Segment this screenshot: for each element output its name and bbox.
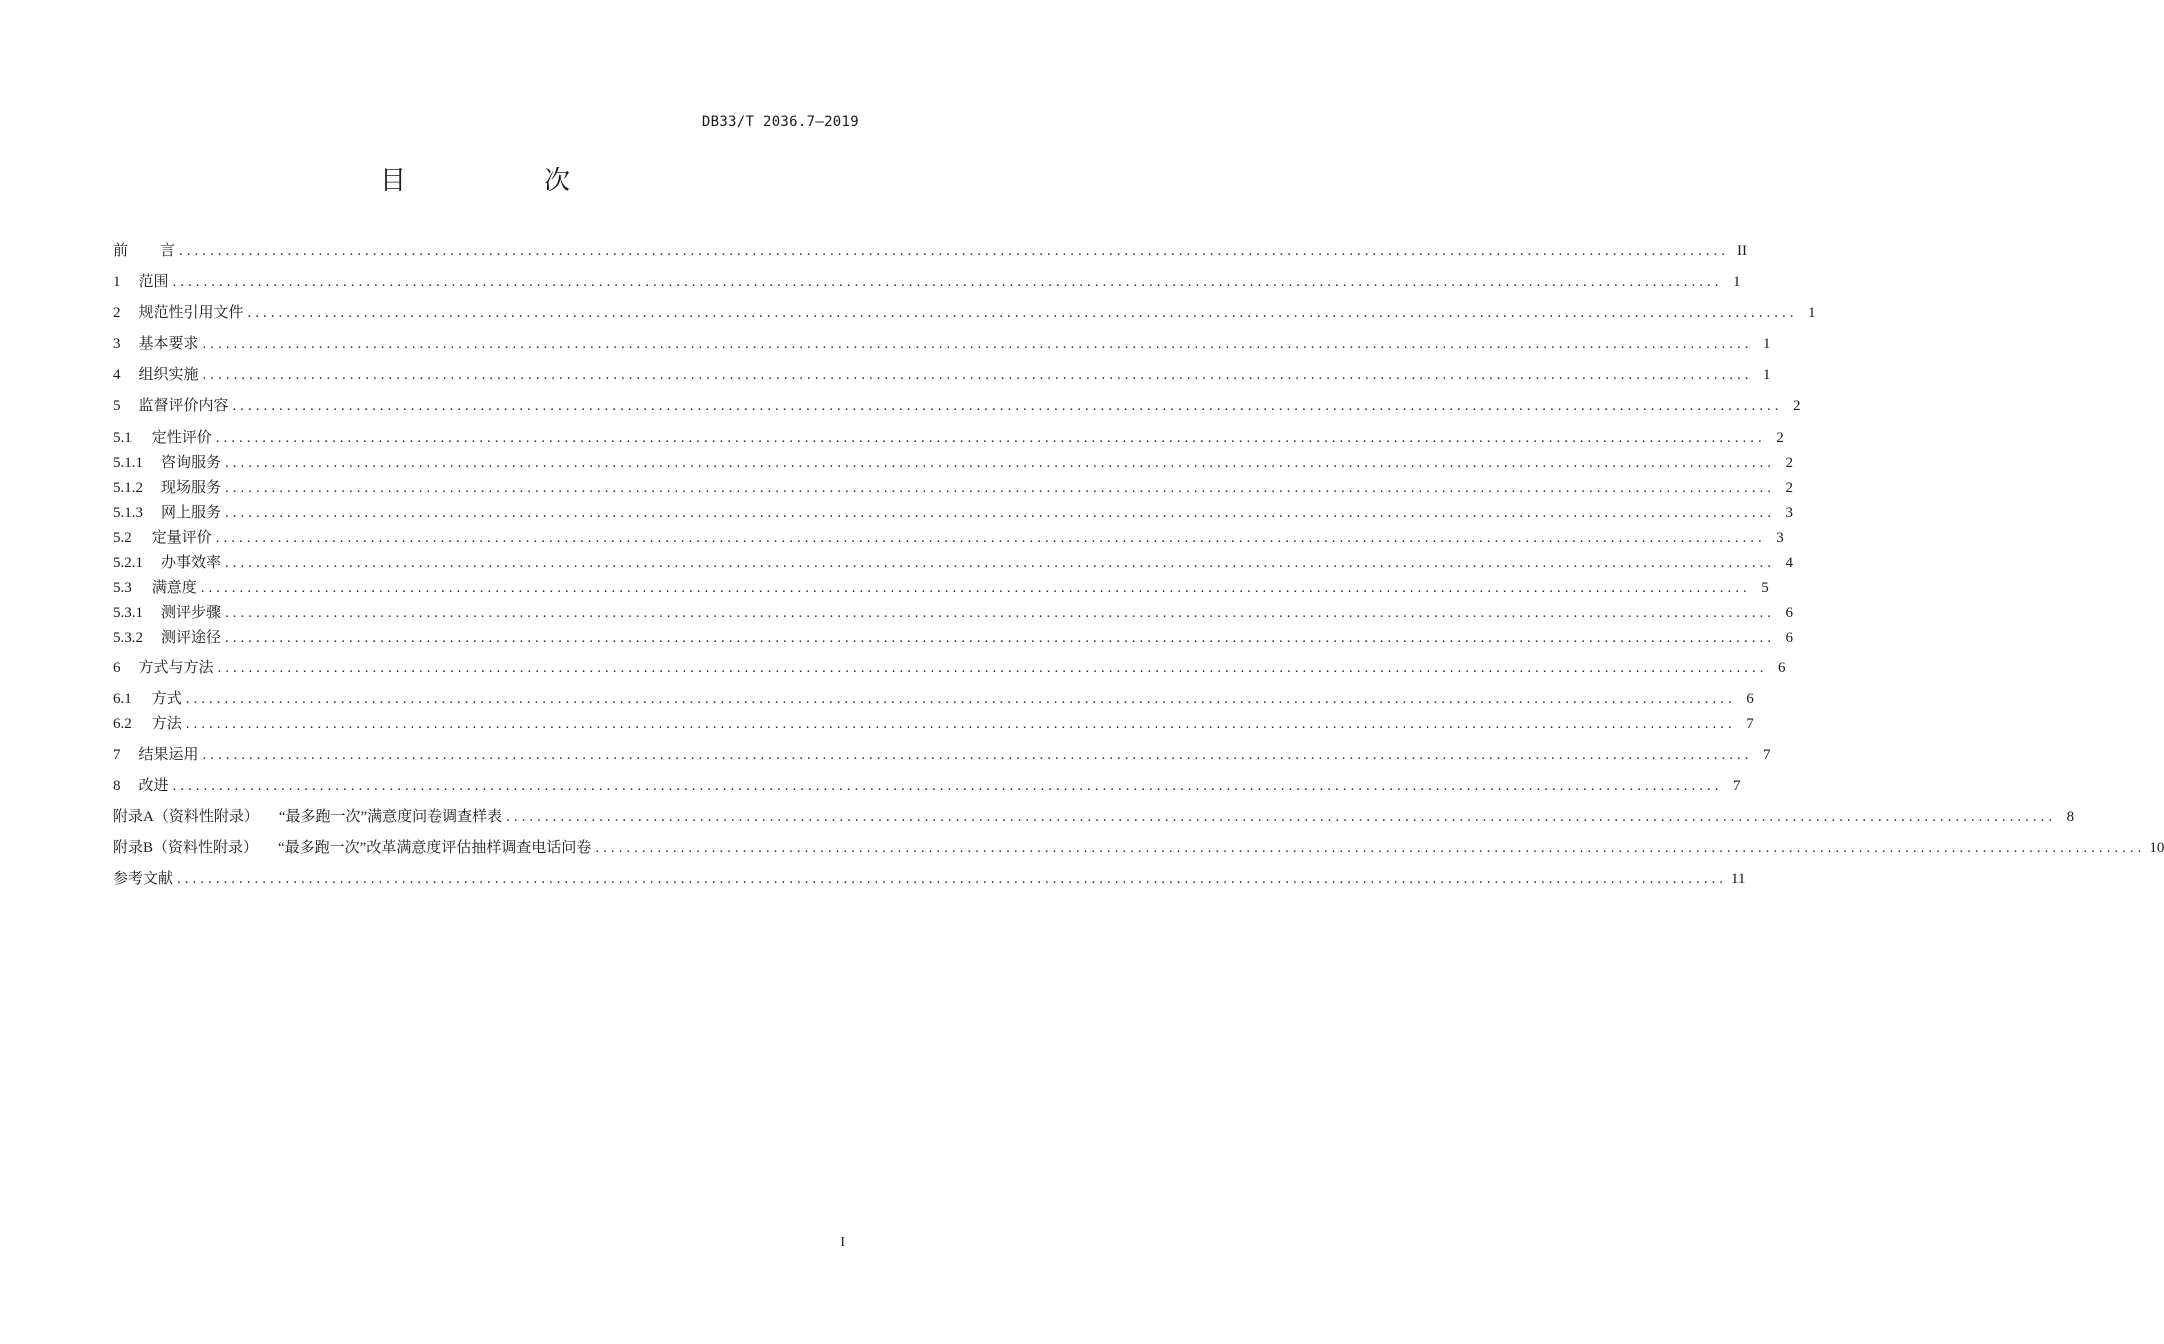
toc-entry[interactable] — [113, 552, 1794, 574]
toc-entry-number: 6.1 — [113, 691, 132, 707]
toc-entry-page: 6 — [1778, 660, 1786, 676]
toc-entry-page: 8 — [2066, 809, 2075, 825]
toc-entry[interactable] — [113, 527, 1784, 549]
toc-entry-page: 6 — [1746, 691, 1754, 707]
toc-entry-page: 3 — [1776, 530, 1784, 546]
toc-entry[interactable] — [113, 271, 1741, 293]
toc-dot-leader: ........................................................................................................................................................................................................ — [217, 660, 1768, 676]
toc-entry-page: 2 — [1776, 430, 1784, 446]
toc-entry-number: 3 — [113, 336, 121, 352]
toc-entry-label: “最多跑一次”满意度问卷调查样表 — [278, 809, 503, 825]
toc-entry-label: 网上服务 — [161, 505, 222, 521]
toc-dot-leader: ........................................................................................................................................................................................................ — [225, 555, 1776, 571]
toc-entry-number: 5.1.3 — [113, 505, 143, 521]
toc-dot-leader: ........................................................................................................................................................................................................ — [202, 747, 1753, 763]
toc-entry[interactable] — [113, 502, 1794, 524]
toc-dot-leader: ........................................................................................................................................................................................................ — [506, 809, 2057, 825]
toc-entry-number: 6.2 — [113, 716, 132, 732]
toc-entry[interactable] — [113, 602, 1794, 624]
toc-entry-label: 方法 — [151, 716, 182, 732]
toc-entry-page: 5 — [1761, 580, 1769, 596]
toc-entry[interactable] — [113, 806, 2075, 828]
toc-entry-label: 办事效率 — [161, 555, 222, 571]
toc-entry-label: 言 — [160, 243, 176, 259]
toc-entry-number: 5 — [113, 398, 121, 414]
toc-entry-number: 附录A（资料性附录） — [113, 809, 259, 825]
toc-entry-number: 5.3.2 — [113, 630, 143, 646]
toc-entry[interactable] — [113, 302, 1816, 324]
toc-entry[interactable] — [113, 427, 1784, 449]
toc-entry-label: 满意度 — [151, 580, 197, 596]
toc-entry[interactable] — [113, 744, 1771, 766]
toc-entry-number: 附录B（资料性附录） — [113, 840, 259, 856]
toc-entry-number: 4 — [113, 367, 121, 383]
toc-entry[interactable] — [113, 452, 1794, 474]
toc-entry-page: 1 — [1763, 336, 1771, 352]
toc-entry-label: 范围 — [138, 274, 169, 290]
toc-entry-label: 现场服务 — [161, 480, 222, 496]
toc-entry-label: 咨询服务 — [161, 455, 222, 471]
toc-entry-label: 规范性引用文件 — [138, 305, 244, 321]
toc-entry[interactable] — [113, 837, 2164, 859]
toc-entry-label: 测评步骤 — [161, 605, 222, 621]
toc-entry-page: 11 — [1731, 871, 1746, 887]
toc-dot-leader: ........................................................................................................................................................................................................ — [215, 430, 1766, 446]
toc-dot-leader: ........................................................................................................................................................................................................ — [185, 716, 1736, 732]
toc-entry-number: 前 — [113, 243, 129, 259]
toc-entry-page: 2 — [1793, 398, 1801, 414]
toc-entry[interactable] — [113, 364, 1771, 386]
toc-entry-number: 参考文献 — [113, 871, 174, 887]
toc-entry[interactable] — [113, 333, 1771, 355]
toc-entry-page: 4 — [1785, 555, 1794, 571]
toc-dot-leader: ........................................................................................................................................................................................................ — [225, 480, 1776, 496]
toc-entry[interactable] — [113, 713, 1754, 735]
toc-dot-leader: ........................................................................................................................................................................................................ — [185, 691, 1736, 707]
toc-dot-leader: ........................................................................................................................................................................................................ — [179, 243, 1730, 259]
toc-entry-number: 6 — [113, 660, 121, 676]
toc-entry-label: 组织实施 — [138, 367, 199, 383]
toc-entry-page: 10 — [2149, 840, 2164, 856]
toc-entry[interactable] — [113, 477, 1794, 499]
toc-entry-number: 5.2 — [113, 530, 132, 546]
toc-entry-page: 3 — [1785, 505, 1794, 521]
toc-entry-label: 改进 — [138, 778, 169, 794]
toc-entry-number: 7 — [113, 747, 121, 763]
toc-entry-number: 2 — [113, 305, 121, 321]
toc-dot-leader: ........................................................................................................................................................................................................ — [202, 367, 1753, 383]
toc-entry-page: 2 — [1785, 480, 1794, 496]
toc-entry-number: 5.1.2 — [113, 480, 143, 496]
toc-dot-leader: ........................................................................................................................................................................................................ — [202, 336, 1753, 352]
toc-title: 目 次 — [379, 166, 626, 196]
toc-entry-page: 7 — [1733, 778, 1741, 794]
toc-entry-number: 5.3 — [113, 580, 132, 596]
toc-entry-label: 基本要求 — [138, 336, 199, 352]
toc-entry-label: 结果运用 — [138, 747, 199, 763]
toc-entry-page: 6 — [1785, 605, 1794, 621]
toc-entry-page: II — [1737, 243, 1748, 259]
toc-entry-number: 8 — [113, 778, 121, 794]
page-number: I — [840, 1235, 845, 1250]
toc-entry-page: 1 — [1808, 305, 1816, 321]
toc-entry-label: 定量评价 — [151, 530, 212, 546]
toc-entry-number: 5.1.1 — [113, 455, 143, 471]
toc-entry[interactable] — [113, 688, 1754, 710]
toc-dot-leader: ........................................................................................................................................................................................................ — [247, 305, 1798, 321]
toc-dot-leader: ........................................................................................................................................................................................................ — [232, 398, 1783, 414]
toc-dot-leader: ........................................................................................................................................................................................................ — [595, 840, 2146, 856]
toc-dot-leader: ........................................................................................................................................................................................................ — [172, 274, 1723, 290]
toc-entry-page: 7 — [1763, 747, 1771, 763]
toc-entry-number: 5.2.1 — [113, 555, 143, 571]
toc-dot-leader: ........................................................................................................................................................................................................ — [225, 630, 1776, 646]
toc-dot-leader: ........................................................................................................................................................................................................ — [225, 605, 1776, 621]
toc-dot-leader: ........................................................................................................................................................................................................ — [177, 871, 1728, 887]
toc-entry-label: 测评途径 — [161, 630, 222, 646]
toc-entry-number: 5.1 — [113, 430, 132, 446]
toc-entry-label: 方式与方法 — [138, 660, 214, 676]
toc-entry-page: 2 — [1785, 455, 1794, 471]
toc-entry[interactable] — [113, 775, 1741, 797]
toc-entry-label: “最多跑一次”改革满意度评估抽样调查电话问卷 — [278, 840, 592, 856]
toc-entry-page: 7 — [1746, 716, 1754, 732]
toc-entry[interactable] — [113, 657, 1786, 679]
toc-dot-leader: ........................................................................................................................................................................................................ — [225, 455, 1776, 471]
toc-entry-page: 1 — [1763, 367, 1771, 383]
toc-entry-number: 1 — [113, 274, 121, 290]
toc-dot-leader: ........................................................................................................................................................................................................ — [172, 778, 1723, 794]
toc-dot-leader: ........................................................................................................................................................................................................ — [225, 505, 1776, 521]
toc-entry[interactable] — [113, 577, 1769, 599]
toc-entry-page: 1 — [1733, 274, 1741, 290]
standard-code: DB33/T 2036.7—2019 — [701, 114, 859, 130]
toc-entry-label: 定性评价 — [151, 430, 212, 446]
toc-entry[interactable] — [113, 868, 1746, 890]
toc-entry[interactable] — [113, 627, 1794, 649]
toc-entry-label: 方式 — [151, 691, 182, 707]
toc-entry[interactable] — [113, 240, 1748, 262]
toc-entry-label: 监督评价内容 — [138, 398, 229, 414]
toc-entry[interactable] — [113, 395, 1801, 417]
toc-dot-leader: ........................................................................................................................................................................................................ — [215, 530, 1766, 546]
toc-entry-number: 5.3.1 — [113, 605, 143, 621]
toc-dot-leader: ........................................................................................................................................................................................................ — [200, 580, 1751, 596]
toc-entry-page: 6 — [1785, 630, 1794, 646]
